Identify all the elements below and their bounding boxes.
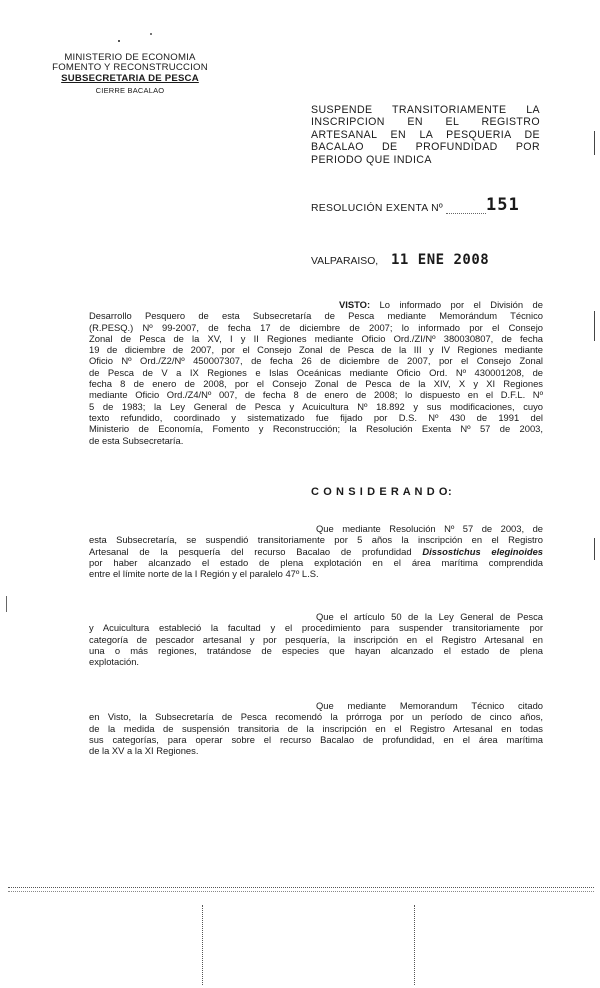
paragraph-line: mediante Oficio Ord./Z4/Nº 007, de fecha 8 de enero de 2008; lo dispuesto en el D.F.L. Nº xyxy=(89,389,543,401)
considerando-heading: C O N S I D E R A N D O: xyxy=(311,486,453,498)
paragraph-line: y Acuicultura estableció la facultad y el procedimiento para suspender transitoriamente por xyxy=(89,622,543,634)
title-line: SUSPENDE TRANSITORIAMENTE LA xyxy=(311,104,540,116)
office-label: CIERRE BACALAO xyxy=(95,86,165,95)
paragraph-line: entre el límite norte de la I Región y el paralelo 47º L.S. xyxy=(89,568,319,580)
visto-lead: VISTO: xyxy=(339,299,371,310)
title-line: BACALAO DE PROFUNDIDAD POR xyxy=(311,141,540,154)
margin-mark xyxy=(6,596,7,612)
paragraph-line: Zonal de Pesca de la XV, I y II Regiones mediante Oficio Ord./ZI/Nº 380030807, de fecha xyxy=(89,332,543,344)
paragraph-line: categoría de pescador artesanal y por pesquería, la inscripción en el Registro Artesanal en xyxy=(89,633,543,645)
considerando-paragraph-2 xyxy=(89,611,543,667)
paragraph-line: una o más regiones, tratándose de especies que hayan alcanzado el estado de plena xyxy=(89,644,543,656)
paragraph-line: esta Subsecretaría, se suspendió transitoriamente por 5 años la inscripción en el Registro xyxy=(89,534,543,546)
considerando-paragraph-1 xyxy=(89,523,543,579)
paragraph-line: Que mediante Memorandum Técnico citado xyxy=(316,700,543,711)
visto-paragraph xyxy=(89,299,543,446)
paragraph-line: sus categorías, para operar sobre el recurso Bacalao de profundidad, en el área marítima xyxy=(89,733,543,745)
paragraph-line: de la XV a la XI Regiones. xyxy=(89,745,199,757)
scan-vertical-dots xyxy=(202,905,203,985)
paragraph-line: de esta Subsecretaría. xyxy=(89,434,184,446)
scan-speck xyxy=(150,33,152,35)
species-name: Dissostichus eleginoides xyxy=(422,545,543,557)
paragraph-line: texto refundido, coordinado y sistematizado fue fijado por D.S. Nº 430 de 1991 del xyxy=(89,411,543,423)
paragraph-line: (R.PESQ.) Nº 99-2007, de fecha 17 de diciembre de 2007; lo informado por el Consejo xyxy=(89,321,543,333)
paragraph-line: Lo informado por el División de xyxy=(379,299,543,310)
dotted-line xyxy=(446,213,486,214)
paragraph-line: Desarrollo Pesquero de esta Subsecretaría de Pesca mediante Memorándum Técnico xyxy=(89,310,543,322)
resolution-label: RESOLUCIÓN EXENTA Nº xyxy=(311,203,444,214)
considerando-paragraph-3 xyxy=(89,700,543,756)
paragraph-line: Ministerio de Economía, Fomento y Reconstrucción; la Resolución Exenta Nº 57 de 2003, xyxy=(89,423,543,435)
paragraph-line-with-species xyxy=(89,546,543,557)
title-line: INSCRIPCION EN EL REGISTRO xyxy=(311,116,540,129)
place-date-row xyxy=(311,250,551,272)
title-line: PERIODO QUE INDICA xyxy=(311,153,432,166)
paragraph-line: de Pesca de V a IX Regiones e Islas Oceánicas mediante Oficio Ord. Nº 430001208, de xyxy=(89,366,543,378)
margin-mark xyxy=(594,538,595,560)
paragraph-line: Que el artículo 50 de la Ley General de Pesca xyxy=(316,611,543,622)
paragraph-line: de la medida de suspensión transitoria de la inscripción en el Registro Artesanal en todas xyxy=(89,722,543,734)
paragraph-line: fecha 8 de enero de 2008, por el Consejo Zonal de Pesca de la XIV, X y XI Regiones xyxy=(89,378,543,390)
scan-vertical-dots xyxy=(414,905,415,985)
paragraph-line: 5 de 1983; la Ley General de Pesca y Acuicultura Nº 18.892 y sus modificaciones, cuyo xyxy=(89,400,543,412)
resolution-number: 151 xyxy=(486,195,520,215)
margin-mark xyxy=(594,311,595,341)
ministry-line-1: MINISTERIO DE ECONOMIA xyxy=(64,52,196,63)
paragraph-line: por haber alcanzado el estado de plena explotación en el área marítima comprendida xyxy=(89,556,543,568)
title-line: ARTESANAL EN LA PESQUERIA DE xyxy=(311,128,540,141)
paragraph-line: explotación. xyxy=(89,656,140,668)
paragraph-line: 19 de diciembre de 2007, por el Consejo Zonal de Pesca de la III y IV Regiones mediante xyxy=(89,344,543,356)
resolution-number-row xyxy=(311,195,551,219)
ministry-header xyxy=(0,0,600,100)
date-stamp: 11 ENE 2008 xyxy=(391,252,490,268)
visto-first-line xyxy=(89,299,543,310)
paragraph-line: Que mediante Resolución Nº 57 de 2003, de xyxy=(316,523,543,534)
margin-mark xyxy=(594,131,595,155)
paragraph-line: en Visto, la Subsecretaría de Pesca recomendó la prórroga por un período de cinco años, xyxy=(89,711,543,723)
resolution-title xyxy=(311,104,540,166)
scan-dotted-rule xyxy=(8,887,594,888)
paragraph-line: Oficio Nº Ord./Z2/Nº 450007307, de fecha 26 de diciembre de 2007, por el Consejo Zonal xyxy=(89,355,543,367)
ministry-line-2: FOMENTO Y RECONSTRUCCION xyxy=(52,62,208,73)
place-label: VALPARAISO, xyxy=(311,256,379,267)
scan-dotted-rule xyxy=(8,891,594,892)
paragraph-line: Artesanal de la pesquería del recurso Bacalao de profundidad xyxy=(89,545,412,557)
scan-speck xyxy=(118,40,120,42)
subsecretaria-label: SUBSECRETARIA DE PESCA xyxy=(61,73,199,84)
